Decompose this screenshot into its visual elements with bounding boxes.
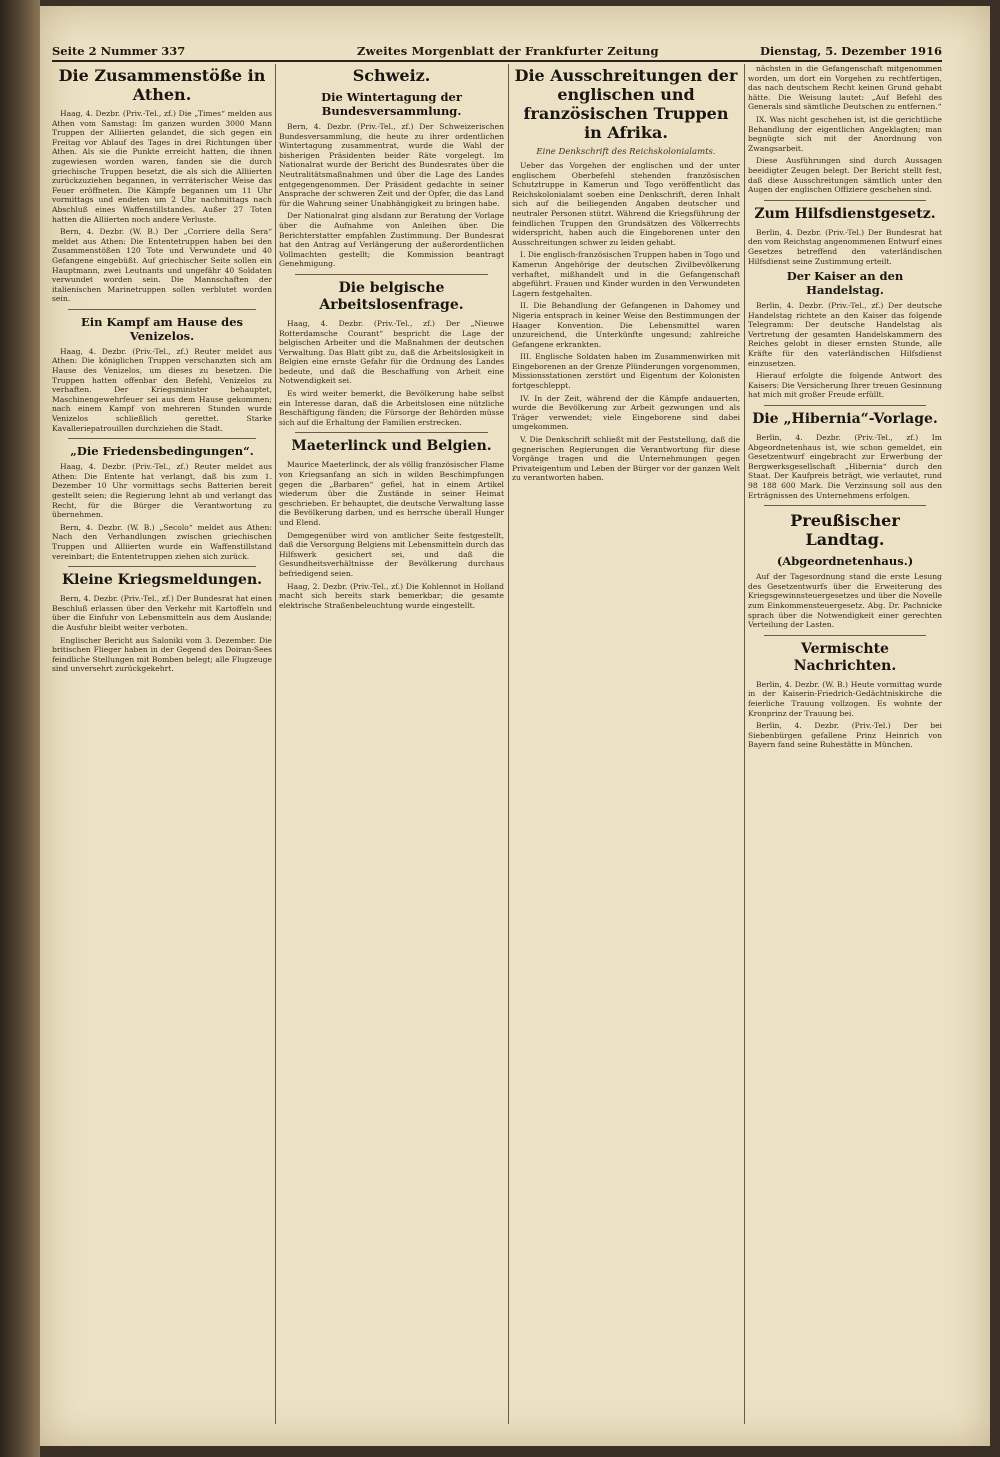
subheadline: (Abgeordnetenhaus.) xyxy=(776,554,914,569)
column-3 xyxy=(512,64,740,1424)
headline: Ein Kampf am Hause des Venizelos. xyxy=(80,314,244,343)
paragraph: Auf der Tagesordnung stand die erste Lesung des Gesetzentwurfs über die Erweiterung des Kriegsgewinnsteuergesetzes und über die Novelle zum Einkommensteuergesetz. Abg. Dr. Pachnicke sprach über die Notwendigkeit einer gerechten Verteilung der Lasten. xyxy=(748,572,942,630)
article-separator xyxy=(764,505,926,506)
column-4 xyxy=(748,64,942,1424)
paragraph: Diese Ausführungen sind durch Aussagen beeidigter Zeugen belegt. Der Bericht stellt fest, daß diese Ausschreitungen sämtlich unter den Augen der englischen Offiziere geschehen sind. xyxy=(748,156,942,195)
paragraph: Ueber das Vorgehen der englischen und der unter englischem Oberbefehl stehenden französischen Schutztruppe in Kamerun und Togo veröffentlicht das Reichskolonialamt soeben eine Denkschrift, deren Inhalt sich auf die beiliegenden Angaben deutscher und neutraler Personen stützt. Während die Kriegsführung der feindlichen Truppen den Grundsätzen des Völkerrechts widerspricht, haben auch die Eingeborenen unter den Ausschreitungen schwer zu leiden gehabt. xyxy=(512,161,740,247)
book-binding xyxy=(0,0,40,1457)
headline: Der Kaiser an den Handelstag. xyxy=(786,269,904,298)
headline: Zum Hilfsdienstgesetz. xyxy=(754,205,936,222)
masthead xyxy=(52,42,942,62)
masthead-rule xyxy=(52,60,942,62)
paragraph: Englischer Bericht aus Saloniki vom 3. Dezember. Die britischen Flieger haben in der Gegend des Doiran-Sees feindliche Stellungen mit Bomben belegt; alle Flugzeuge sind unversehrt zurückgekehrt. xyxy=(52,635,272,674)
article-separator xyxy=(295,274,488,275)
paragraph: Berlin, 4. Dezbr. (Priv.-Tel., zf.) Im Abgeordnetenhaus ist, wie schon gemeldet, ein Gesetzentwurf eingebracht zur Erwerbung der Bergwerksgesellschaft „Hibernia“ durch den Staat. Der Kaufpreis beträgt, wie verlautet, rund 98 188 600 Mark. Die Verzinsung soll aus den Erträgnissen des Unternehmens erfolgen. xyxy=(748,433,942,500)
paragraph: Haag, 4. Dezbr. (Priv.-Tel., zf.) Der „Nieuwe Rotterdamsche Courant“ bespricht die Lage der belgischen Arbeiter und die Maßnahmen der deutschen Verwaltung. Das Blatt gibt zu, daß die Arbeitslosigkeit in Belgien eine ernste Gefahr für die Ordnung des Landes bedeute, und daß die Beschaffung von Arbeit eine Notwendigkeit sei. xyxy=(279,318,504,386)
paragraph: Berlin, 4. Dezbr. (W. B.) Heute vormittag wurde in der Kaiserin-Friedrich-Gedächtniskirche die feierliche Trauung vollzogen. Es wohnte der Kronprinz der Trauung bei. xyxy=(748,679,942,718)
newspaper-title: Zweites Morgenblatt der Frankfurter Zeitung xyxy=(357,44,659,58)
paragraph: Berlin, 4. Dezbr. (Priv.-Tel.) Der Bundesrat hat den vom Reichstag angenommenen Entwurf eines Gesetzes betreffend den vaterländischen Hilfsdienst seine Zustimmung erteilt. xyxy=(748,227,942,266)
paragraph: II. Die Behandlung der Gefangenen in Dahomey und Nigeria entsprach in keiner Weise den Bestimmungen der Haager Konvention. Die Lebensmittel waren unzureichend, die Unterkünfte ungesund; zahlreiche Gefangene erkrankten. xyxy=(512,301,740,349)
headline: Preußischer Landtag. xyxy=(790,511,900,550)
headline: Die belgische Arbeitslosenfrage. xyxy=(319,279,464,313)
paragraph: Berlin, 4. Dezbr. (Priv.-Tel., zf.) Der deutsche Handelstag richtete an den Kaiser das folgende Telegramm: Der deutsche Handelstag als Vertretung der gesamten Handelskammern des Reiches gelobt in dieser ernsten Stunde, alle Kräfte für den vaterländischen Hilfsdienst einzusetzen. xyxy=(748,301,942,368)
column-divider xyxy=(744,64,745,1424)
paragraph: Hierauf erfolgte die folgende Antwort des Kaisers: Die Versicherung Ihrer treuen Gesinnung hat mich mit großer Freude erfüllt. xyxy=(748,371,942,400)
headline: „Die Friedensbedingungen“. xyxy=(70,444,254,459)
paragraph: Es wird weiter bemerkt, die Bevölkerung habe selbst ein Interesse daran, daß die Arbeitslosen eine nützliche Beschäftigung fänden; die Fürsorge der Behörden müsse sich auf die Erhaltung der Familien erstrecken. xyxy=(279,389,504,427)
paragraph: Haag, 4. Dezbr. (Priv.-Tel., zf.) Die „Times“ melden aus Athen vom Samstag: Im ganzen wurden 3000 Mann Truppen der Alliierten gelandet, die sich gegen ein Freitag vor Ablauf des Tages in drei Richtungen über Athen. Als sie die Punkte erreicht hatten, die ihnen zugewiesen worden waren, fanden sie die durch griechische Truppen besetzt, die als sich die Alliierten zurückzuziehen begannen, in verräterischer Weise das Feuer eröffneten. Die Kämpfe begannen um 11 Uhr vormittags und endeten um 2 Uhr nachmittags nach Abschluß eines Waffenstillstandes. Außer 27 Toten hatten die Alliierten noch andere Verluste. xyxy=(52,109,272,224)
headline: Schweiz. xyxy=(352,66,431,85)
paragraph: Bern, 4. Dezbr. (Priv.-Tel., zf.) Der Schweizerischen Bundesversammlung, die heute zu ihrer ordentlichen Wintertagung zusammentrat, wurde die Wahl der bisherigen Präsidenten beider Räte vorgelegt. Im Nationalrat wurde der Bericht des Bundesrates über die Neutralitätsmaßnahmen und über die Lage des Landes entgegengenommen. Der Präsident gedachte in seiner Ansprache der schweren Zeit und der Opfer, die das Land für die Wahrung seiner Unabhängigkeit zu bringen habe. xyxy=(279,122,504,208)
paragraph: Berlin, 4. Dezbr. (Priv.-Tel.) Der bei Siebenbürgen gefallene Prinz Heinrich von Bayern fand seine Ruhestätte in München. xyxy=(748,721,942,750)
page-number: Seite 2 Nummer 337 xyxy=(52,44,186,58)
headline: Die „Hibernia“-Vorlage. xyxy=(752,411,938,428)
paragraph: Haag, 4. Dezbr. (Priv.-Tel., zf.) Reuter meldet aus Athen: Die königlichen Truppen verschanzten sich am Hause des Venizelos, um dieses zu besetzen. Die Truppen hatten offenbar den Befehl, Venizelos zu verhaften. Der Kriegsminister behauptet, Maschinengewehrfeuer sei aus dem Hause gekommen; nach einem Kampf von mehreren Stunden wurde Venizelos schließlich gerettet. Starke Kavalleriepatrouillen durchziehen die Stadt. xyxy=(52,346,272,433)
article-separator xyxy=(764,405,926,406)
paragraph: Der Nationalrat ging alsdann zur Beratung der Vorlage über die Aufnahme von Anleihen über. Die Berichterstatter empfahlen Zustimmung. Der Bundesrat hat den Antrag auf Verlängerung der außerordentlichen Vollmachten gestellt; die Kommission beantragt Genehmigung. xyxy=(279,211,504,269)
article-separator xyxy=(68,309,256,310)
paragraph: III. Englische Soldaten haben im Zusammenwirken mit Eingeborenen an der Grenze Plünderungen vorgenommen, Missionsstationen zerstört und Eigentum der Kolonisten fortgeschleppt. xyxy=(512,352,740,391)
column-divider xyxy=(275,64,276,1424)
article-separator xyxy=(68,566,256,567)
paragraph: V. Die Denkschrift schließt mit der Feststellung, daß die gegnerischen Regierungen die Verantwortung für diese Vorgänge tragen und die Unternehmungen gegen Privateigentum und Leben der Bürger vor der ganzen Welt zu verantworten haben. xyxy=(512,435,740,483)
paragraph: Bern, 4. Dezbr. (W. B.) Der „Corriere della Sera“ meldet aus Athen: Die Ententetruppen haben bei den Zusammenstößen 120 Tote und Verwundete und 40 Gefangene eingebüßt. Auf griechischer Seite sollen ein Hauptmann, zwei Leutnants und ungefähr 40 Soldaten verwundet worden sein. Die Mannschaften der italienischen Marinetruppen sollen verblutet worden sein. xyxy=(52,227,272,304)
paragraph: Demgegenüber wird von amtlicher Seite festgestellt, daß die Versorgung Belgiens mit Lebensmitteln durch das Hilfswerk gesichert sei, und daß die Gesundheitsverhältnisse der Bevölkerung durchaus befriedigend seien. xyxy=(279,530,504,578)
paragraph: Haag, 2. Dezbr. (Priv.-Tel., zf.) Die Kohlennot in Holland macht sich bereits stark bemerkbar; die gesamte elektrische Straßenbeleuchtung wurde eingestellt. xyxy=(279,581,504,610)
article-separator xyxy=(764,635,926,636)
headline: Kleine Kriegsmeldungen. xyxy=(61,572,263,589)
paragraph: I. Die englisch-französischen Truppen haben in Togo und Kamerun Angehörige der deutschen Zivilbevölkerung verhaftet, mißhandelt und in die Gefangenschaft abgeführt. Frauen und Kinder wurden in den Verwundeten Lagern festgehalten. xyxy=(512,250,740,298)
paragraph: Haag, 4. Dezbr. (Priv.-Tel., zf.) Reuter meldet aus Athen: Die Entente hat verlangt, daß bis zum 1. Dezember 10 Uhr vormittags sechs Batterien bereit gestellt seien; die Regierung lehnt ab und verlangt das Recht, für die Bürger die Verantwortung zu übernehmen. xyxy=(52,462,272,520)
headline: Vermischte Nachrichten. xyxy=(793,640,897,674)
issue-date: Dienstag, 5. Dezember 1916 xyxy=(759,44,942,58)
column-2 xyxy=(279,64,504,1424)
column-1 xyxy=(52,64,272,1424)
subheadline: Eine Denkschrift des Reichskolonialamts. xyxy=(536,147,716,157)
headline: Maeterlinck und Belgien. xyxy=(291,438,492,455)
paragraph: Maurice Maeterlinck, der als völlig französischer Flame von Kriegsanfang an sich in wilden Beschimpfungen gegen die „Barbaren“ gefiel, hat in einem Artikel wiederum über die Zustände in seiner Heimat geschrieben. Er behauptet, die deutsche Verwaltung lasse die Bevölkerung darben, und es herrsche überall Hunger und Elend. xyxy=(279,460,504,527)
paragraph: IV. In der Zeit, während der die Kämpfe andauerten, wurde die Bevölkerung zur Arbeit gezwungen und als Träger verwendet; viele Eingeborene sind dabei umgekommen. xyxy=(512,393,740,432)
headline: Die Zusammenstöße in Athen. xyxy=(58,66,266,104)
paragraph: IX. Was nicht geschehen ist, ist die gerichtliche Behandlung der eigentlichen Angeklagten; man begnügte sich mit der Anordnung von Zwangsarbeit. xyxy=(748,114,942,153)
paragraph: Bern, 4. Dezbr. (Priv.-Tel., zf.) Der Bundesrat hat einen Beschluß erlassen über den Verkehr mit Kartoffeln und über die Einfuhr von Lebensmitteln aus dem Auslande; die Ausfuhr bleibt weiter verboten. xyxy=(52,594,272,632)
subheadline: Die Wintertagung der Bundesversammlung. xyxy=(321,90,462,118)
article-separator xyxy=(68,438,256,439)
headline: Die Ausschreitungen der englischen und französischen Truppen in Afrika. xyxy=(514,66,738,142)
paragraph: Bern, 4. Dezbr. (W. B.) „Secolo“ meldet aus Athen: Nach den Verhandlungen zwischen griechischen Truppen und Alliierten wurde ein Waffenstillstand vereinbart; die Ententetruppen ziehen sich zurück. xyxy=(52,522,272,561)
column-divider xyxy=(508,64,509,1424)
article-separator xyxy=(764,200,926,201)
paragraph: nächsten in die Gefangenschaft mitgenommen worden, um dort ein Vorgehen zu rechtfertigen, das nach deutschem Recht keinen Grund gehabt hätte. Die Weisung lautet: „Auf Befehl des Generals sind sämtliche Deutschen zu entfernen.“ xyxy=(748,64,942,112)
article-separator xyxy=(295,432,488,433)
